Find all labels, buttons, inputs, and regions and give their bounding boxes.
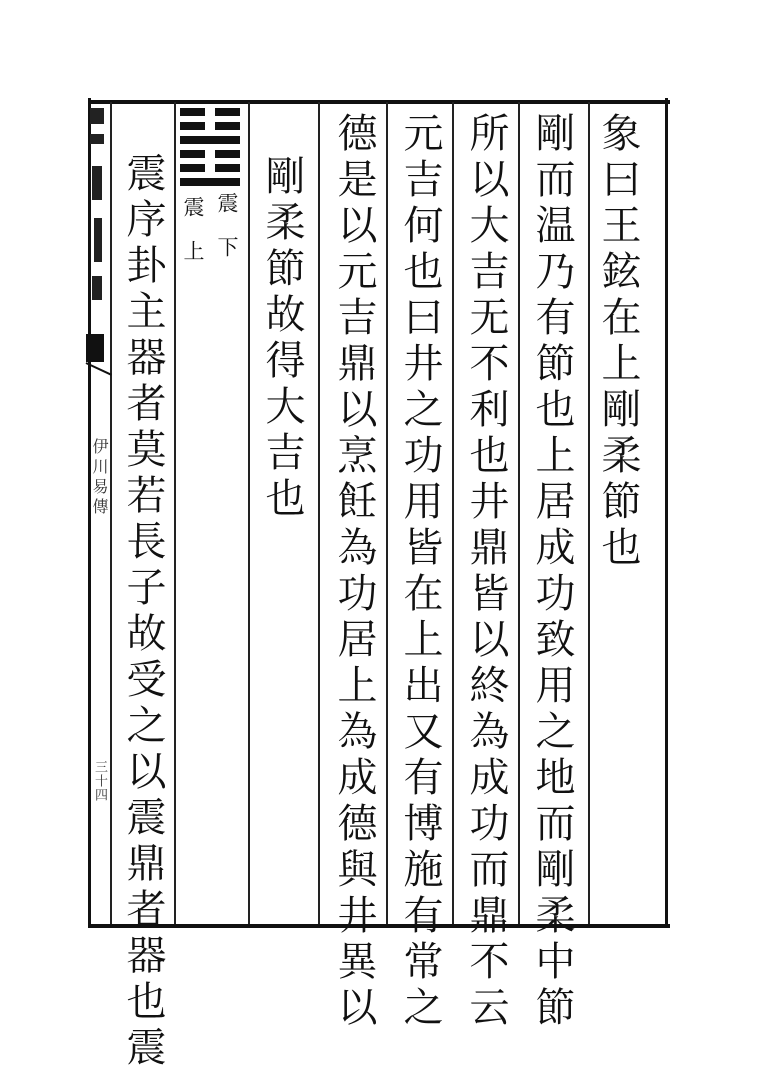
text-column-3: 所以大吉无不利也井鼎皆以終為成功而鼎不云: [463, 112, 509, 1032]
frame-right-rule: [665, 98, 668, 928]
hexagram-line-4: [180, 150, 240, 158]
page-number: 三十四: [92, 760, 107, 802]
hexagram-line-5: [180, 164, 240, 172]
hexagram-line-1: [180, 108, 240, 116]
column-divider: [386, 102, 388, 924]
trigram-labels: [180, 192, 242, 272]
column-divider: [248, 102, 250, 924]
column-divider: [518, 102, 520, 924]
hexagram-line-2: [180, 122, 240, 130]
column-divider: [452, 102, 454, 924]
fish-tail-mark: [86, 334, 104, 362]
column-divider: [174, 102, 176, 924]
lower-trigram-position: 下: [215, 236, 239, 260]
text-column-6: 剛柔節故得大吉也: [259, 155, 305, 523]
hexagram-symbol: [180, 108, 240, 192]
text-column-4: 元吉何也曰井之功用皆在上出又有博施有常之: [397, 112, 443, 1032]
upper-trigram-position: 上: [181, 240, 205, 264]
upper-trigram-name: 震: [181, 196, 205, 220]
text-column-2: 剛而温乃有節也上居成功致用之地而剛柔中節: [529, 112, 575, 1032]
text-column-1: 象曰王鉉在上剛柔節也: [595, 112, 641, 572]
text-column-5: 德是以元吉鼎以烹飪為功居上為成德與井異以: [331, 112, 377, 1032]
column-divider: [318, 102, 320, 924]
hexagram-line-3: [180, 136, 240, 144]
hexagram-line-6: [180, 178, 240, 186]
column-divider: [588, 102, 590, 924]
margin-book-title: 伊川易傳: [90, 438, 109, 518]
lower-trigram-name: 震: [215, 192, 239, 216]
fore-edge-marks: [88, 100, 106, 310]
text-column-7: 震序卦主器者莫若長子故受之以震鼎者器也震: [120, 152, 166, 1072]
frame-bottom-rule: [88, 924, 670, 928]
